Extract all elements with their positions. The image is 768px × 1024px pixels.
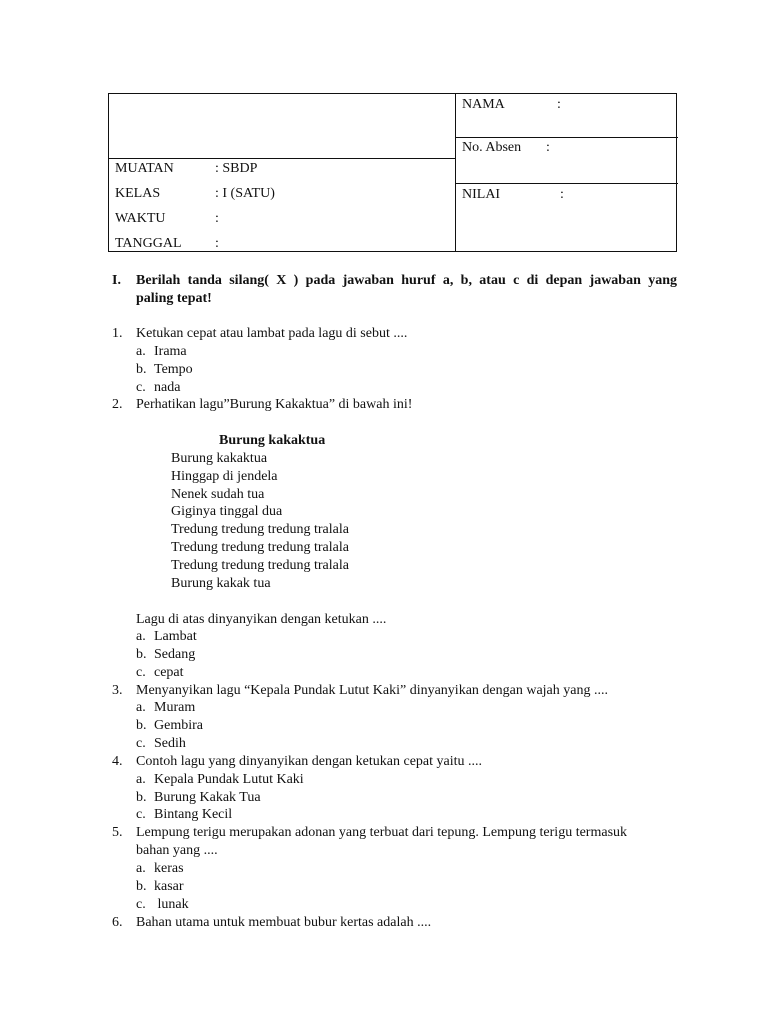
field-value-tanggal: : xyxy=(215,236,219,251)
option-letter: b. xyxy=(136,647,147,662)
field-value-kelas: : I (SATU) xyxy=(215,186,275,201)
field-value-muatan: : SBDP xyxy=(215,161,258,176)
option-text: cepat xyxy=(154,665,184,680)
option-text: Muram xyxy=(154,700,196,715)
option-letter: c. xyxy=(136,665,146,680)
nama-colon: : xyxy=(557,97,561,112)
option-letter: c. xyxy=(136,897,146,912)
option-text: Lambat xyxy=(154,629,197,644)
option-letter: a. xyxy=(136,861,146,876)
absen-colon: : xyxy=(546,140,550,155)
nilai-label: NILAI xyxy=(462,187,501,202)
option-text: nada xyxy=(154,380,181,395)
option-letter: b. xyxy=(136,362,147,377)
option-letter: c. xyxy=(136,736,146,751)
question-number: 6. xyxy=(112,915,123,930)
question-text: Menyanyikan lagu “Kepala Pundak Lutut Kaki” dinyanyikan dengan wajah yang .... xyxy=(136,683,608,698)
header-divider-right-2 xyxy=(455,183,678,184)
section-roman: I. xyxy=(112,273,121,288)
question-number: 3. xyxy=(112,683,123,698)
field-label-muatan: MUATAN xyxy=(115,161,174,176)
option-letter: a. xyxy=(136,629,146,644)
nilai-colon: : xyxy=(560,187,564,202)
question-text: Lempung terigu merupakan adonan yang terbuat dari tepung. Lempung terigu termasuk xyxy=(136,825,628,840)
header-divider-vertical xyxy=(455,94,456,251)
question-number: 5. xyxy=(112,825,123,840)
header-divider-left xyxy=(109,158,455,159)
option-letter: c. xyxy=(136,807,146,822)
question-text: Ketukan cepat atau lambat pada lagu di sebut .... xyxy=(136,326,408,341)
question-text: Bahan utama untuk membuat bubur kertas adalah .... xyxy=(136,915,432,930)
poem-title: Burung kakaktua xyxy=(219,433,326,448)
option-text: Gembira xyxy=(154,718,203,733)
option-text: lunak xyxy=(154,897,189,912)
option-text: Burung Kakak Tua xyxy=(154,790,261,805)
option-text: keras xyxy=(154,861,184,876)
header-table xyxy=(108,93,677,252)
option-letter: b. xyxy=(136,879,147,894)
option-letter: b. xyxy=(136,790,147,805)
question-text: Contoh lagu yang dinyanyikan dengan ketukan cepat yaitu .... xyxy=(136,754,483,769)
field-label-waktu: WAKTU xyxy=(115,211,166,226)
option-letter: a. xyxy=(136,700,146,715)
question-number: 2. xyxy=(112,397,123,412)
option-text: kasar xyxy=(154,879,184,894)
option-text: Sedang xyxy=(154,647,196,662)
question-number: 4. xyxy=(112,754,123,769)
option-text: Kepala Pundak Lutut Kaki xyxy=(154,772,304,787)
field-label-kelas: KELAS xyxy=(115,186,161,201)
absen-label: No. Absen xyxy=(462,140,522,155)
option-text: Tempo xyxy=(154,362,193,377)
option-letter: c. xyxy=(136,380,146,395)
option-text: Sedih xyxy=(154,736,186,751)
option-text: Irama xyxy=(154,344,187,359)
header-divider-right-1 xyxy=(455,137,678,138)
field-label-tanggal: TANGGAL xyxy=(115,236,182,251)
option-letter: b. xyxy=(136,718,147,733)
field-value-waktu: : xyxy=(215,211,219,226)
section-instruction-line2: paling tepat! xyxy=(136,291,212,306)
option-letter: a. xyxy=(136,344,146,359)
question-number: 1. xyxy=(112,326,123,341)
section-instruction-line1: Berilah tanda silang( X ) pada jawaban huruf a, b, atau c di depan jawaban yang xyxy=(136,273,677,288)
nama-label: NAMA xyxy=(462,97,505,112)
option-text: Bintang Kecil xyxy=(154,807,233,822)
question-text: Perhatikan lagu”Burung Kakaktua” di bawah ini! xyxy=(136,397,413,412)
option-letter: a. xyxy=(136,772,146,787)
